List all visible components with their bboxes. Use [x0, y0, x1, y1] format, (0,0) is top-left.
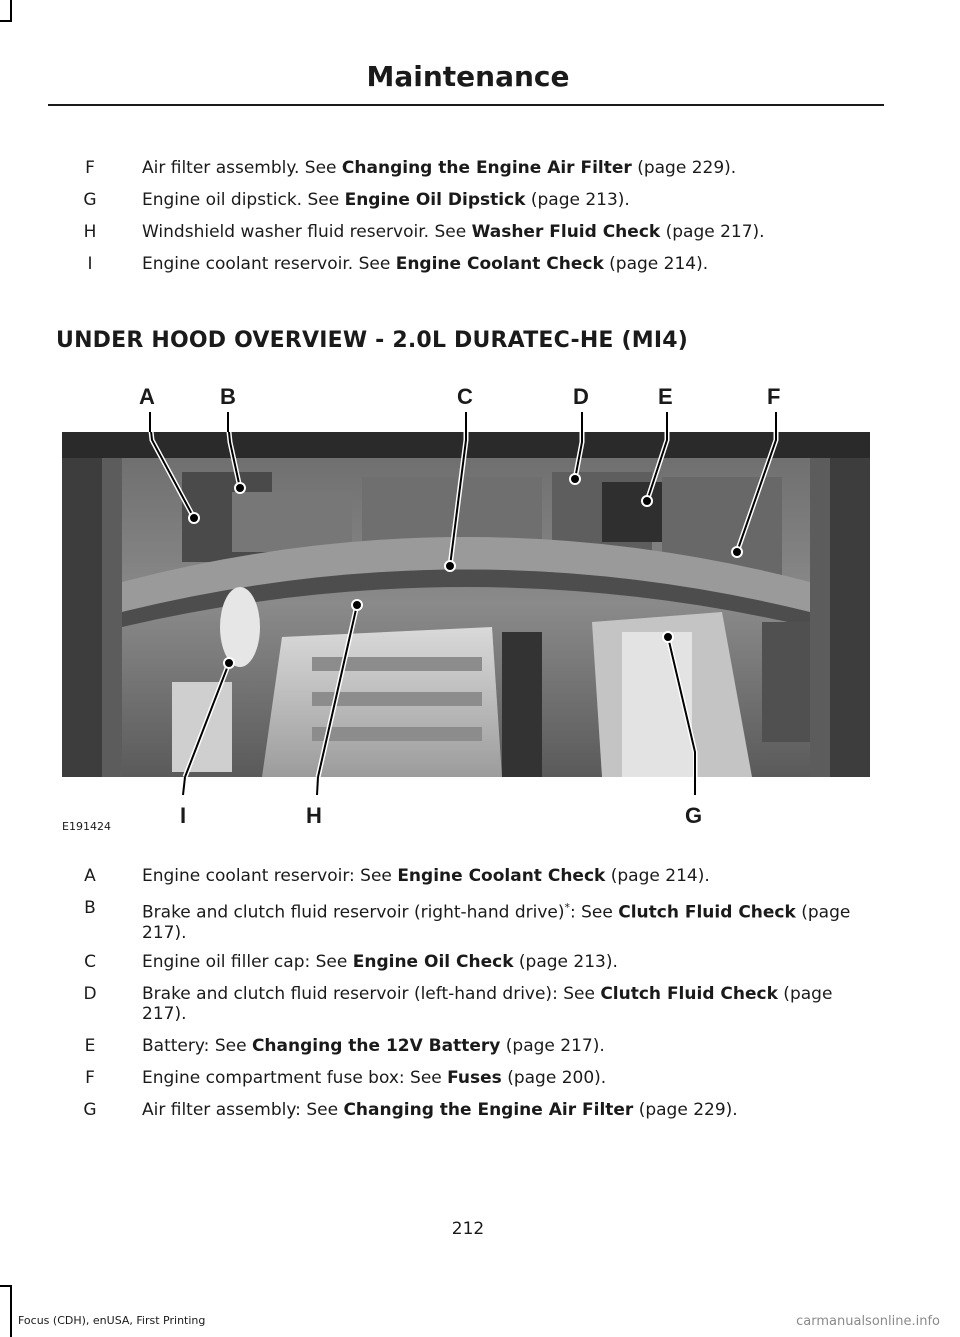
crop-mark	[0, 20, 12, 22]
item-text	[142, 1036, 882, 1056]
crop-mark	[10, 1285, 12, 1337]
item-desc: Engine coolant reservoir: See	[142, 866, 398, 886]
item-page-ref: (page 213).	[513, 952, 618, 972]
leader-extensions	[62, 777, 870, 799]
header-rule	[48, 104, 884, 106]
item-desc: Air filter assembly. See	[142, 158, 342, 178]
cross-reference-link[interactable]: Clutch Fluid Check	[618, 902, 796, 923]
cross-reference-link[interactable]: Clutch Fluid Check	[600, 984, 778, 1004]
engine-bay-illustration	[62, 432, 870, 777]
item-letter: G	[83, 190, 97, 210]
item-text	[142, 866, 882, 886]
cross-reference-link[interactable]: Engine Oil Dipstick	[344, 190, 526, 210]
cross-reference-link[interactable]: Fuses	[447, 1068, 502, 1088]
callout-label-b: B	[220, 384, 236, 409]
item-desc-cont: : See	[569, 902, 619, 923]
item-desc: Engine oil dipstick. See	[142, 190, 345, 210]
item-letter: A	[84, 866, 96, 886]
item-page-ref: (page 217).	[500, 1036, 605, 1056]
item-page-ref: (page 200).	[501, 1068, 607, 1088]
cross-reference-link[interactable]: Washer Fluid Check	[471, 222, 661, 242]
watermark: carmanualsonline.info	[796, 1314, 940, 1329]
item-desc: Engine coolant reservoir. See	[142, 254, 396, 274]
cross-reference-link[interactable]: Changing the Engine Air Filter	[343, 1100, 634, 1120]
item-desc: Brake and clutch fluid reservoir (left-hand drive): See	[142, 984, 601, 1004]
item-page-ref: (page 229).	[631, 158, 737, 178]
footer-text: Focus (CDH), enUSA, First Printing	[18, 1314, 206, 1327]
crop-mark	[0, 1285, 12, 1287]
section-title: UNDER HOOD OVERVIEW - 2.0L DURATEC-HE (MI4)	[56, 328, 689, 353]
item-letter: H	[83, 222, 97, 242]
item-desc: Windshield washer fluid reservoir. See	[142, 222, 472, 242]
cross-reference-link[interactable]: Changing the Engine Air Filter	[341, 158, 632, 178]
item-text	[142, 1068, 882, 1088]
item-letter: C	[84, 952, 96, 972]
callout-label-g: G	[685, 803, 703, 828]
leader-extensions-top	[62, 408, 870, 432]
crop-mark	[10, 0, 12, 22]
item-desc: Battery: See	[142, 1036, 252, 1056]
item-page-ref: (page 214).	[603, 254, 709, 274]
callout-label-d: D	[573, 384, 589, 409]
item-letter: I	[87, 254, 93, 274]
cross-reference-link[interactable]: Engine Coolant Check	[397, 866, 606, 886]
item-letter: G	[83, 1100, 97, 1120]
callout-label-c: C	[457, 384, 473, 409]
item-text	[142, 1100, 882, 1120]
page-header-title: Maintenance	[366, 60, 570, 93]
item-text	[142, 254, 882, 274]
item-text	[142, 898, 882, 943]
page-number: 212	[451, 1219, 485, 1239]
cross-reference-link[interactable]: Changing the 12V Battery	[251, 1036, 501, 1056]
item-letter: D	[83, 984, 97, 1004]
footnote-marker: *	[564, 901, 570, 914]
item-letter: F	[85, 1068, 95, 1088]
item-text	[142, 190, 882, 210]
item-letter: B	[84, 898, 96, 918]
callout-label-i: I	[180, 803, 187, 828]
item-text	[142, 158, 882, 178]
figure-id: E191424	[62, 820, 111, 833]
item-page-ref: (page 229).	[633, 1100, 738, 1120]
callout-label-a: A	[139, 384, 155, 409]
item-page-ref: (page 217).	[142, 902, 851, 943]
item-desc: Brake and clutch fluid reservoir (right-hand drive)	[142, 902, 565, 923]
item-page-ref: (page 214).	[605, 866, 710, 886]
item-desc: Engine oil filler cap: See	[142, 952, 353, 972]
item-text	[142, 952, 882, 972]
item-letter: F	[85, 158, 95, 178]
item-letter: E	[84, 1036, 96, 1056]
item-desc: Engine compartment fuse box: See	[142, 1068, 448, 1088]
item-text	[142, 984, 882, 1024]
item-text	[142, 222, 882, 242]
item-page-ref: (page 217).	[142, 984, 833, 1024]
item-page-ref: (page 217).	[660, 222, 765, 242]
item-desc: Air filter assembly: See	[142, 1100, 344, 1120]
callout-label-e: E	[658, 384, 673, 409]
callout-label-f: F	[767, 384, 781, 409]
cross-reference-link[interactable]: Engine Coolant Check	[395, 254, 604, 274]
callout-label-h: H	[306, 803, 322, 828]
cross-reference-link[interactable]: Engine Oil Check	[352, 952, 514, 972]
item-page-ref: (page 213).	[525, 190, 630, 210]
